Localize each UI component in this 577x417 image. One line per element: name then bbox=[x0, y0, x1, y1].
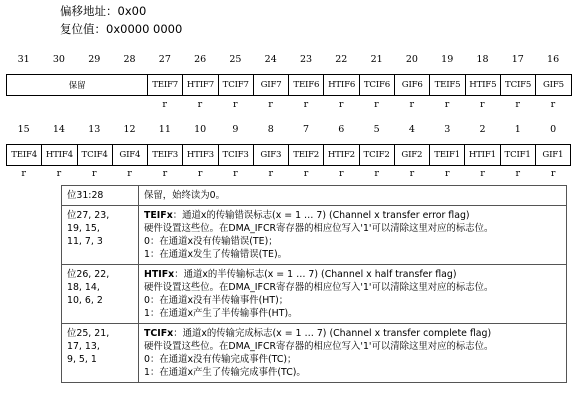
bit-position bbox=[62, 186, 139, 206]
bit-field: TEIF5 bbox=[430, 75, 465, 96]
upper-register-row bbox=[6, 74, 572, 96]
access-flag: r bbox=[21, 168, 26, 179]
description-line: 0：在通道x没有传输完成事件(TC)； bbox=[144, 354, 297, 365]
access-flag: r bbox=[409, 168, 415, 179]
description-row bbox=[62, 265, 567, 324]
bit-number: 11 bbox=[158, 124, 171, 135]
access-flag: r bbox=[91, 168, 97, 179]
bit-field: TCIF4 bbox=[77, 145, 112, 166]
bit-field: TEIF1 bbox=[430, 145, 465, 166]
bit-description-table bbox=[61, 185, 567, 383]
description-row bbox=[62, 324, 567, 383]
bit-number: 4 bbox=[408, 124, 415, 135]
access-flag: r bbox=[409, 99, 414, 110]
description-title: ：通道x的半传输标志(x = 1 … 7) (Channel x half transfer flag) bbox=[174, 269, 457, 280]
description-line: 硬件设置这些位。在DMA_IFCR寄存器的相应位写入'1'可以清除这里对应的标志位。 bbox=[144, 341, 494, 352]
access-flag: r bbox=[232, 99, 238, 110]
access-flag: r bbox=[127, 168, 132, 179]
access-flag: r bbox=[480, 168, 485, 179]
bit-number: 28 bbox=[123, 54, 136, 65]
description-line: 1：在通道x发生了传输错误(TE)。 bbox=[144, 249, 287, 260]
upper-access-row bbox=[147, 99, 571, 110]
access-flag: r bbox=[338, 99, 344, 110]
bit-field: TEIF2 bbox=[289, 145, 324, 166]
lower-access-row bbox=[6, 168, 571, 179]
position-line: 17, 13, bbox=[67, 341, 100, 352]
access-flag: r bbox=[162, 99, 167, 110]
description-title: ：通道x的传输完成标志(x = 1 … 7) (Channel x transfer complete flag) bbox=[173, 328, 492, 339]
access-flag: r bbox=[444, 99, 450, 110]
bit-field: GIF2 bbox=[394, 145, 429, 166]
description-title: ：通道x的传输错误标志(x = 1 … 7) (Channel x transfer error flag) bbox=[172, 210, 470, 221]
position-line: 19, 15, bbox=[67, 223, 100, 234]
bit-description bbox=[139, 324, 567, 383]
description-row bbox=[62, 186, 567, 206]
bit-number: 9 bbox=[232, 124, 239, 135]
bit-field: GIF7 bbox=[253, 75, 288, 96]
access-flag: r bbox=[339, 168, 344, 179]
bit-number: 21 bbox=[370, 54, 383, 65]
lower-bit-numbers bbox=[6, 124, 571, 135]
bit-position bbox=[62, 265, 139, 324]
bit-number: 8 bbox=[267, 124, 274, 135]
reset-value: 复位值：0x0000 0000 bbox=[60, 22, 183, 36]
bit-number: 29 bbox=[88, 54, 101, 65]
bit-number: 24 bbox=[264, 54, 277, 65]
bit-position bbox=[62, 324, 139, 383]
bit-field: TCIF1 bbox=[500, 145, 535, 166]
bit-field: GIF6 bbox=[395, 75, 430, 96]
bit-number: 25 bbox=[229, 54, 242, 65]
bit-field: TCIF6 bbox=[359, 75, 394, 96]
bit-number: 12 bbox=[123, 124, 136, 135]
bit-field: GIF4 bbox=[112, 145, 147, 166]
bit-number: 5 bbox=[373, 124, 380, 135]
bit-field: TEIF4 bbox=[7, 145, 42, 166]
bit-number: 26 bbox=[194, 54, 207, 65]
description-line: 硬件设置这些位。在DMA_IFCR寄存器的相应位写入'1'可以清除这里对应的标志位。 bbox=[144, 282, 494, 293]
bit-number: 1 bbox=[514, 124, 521, 135]
bit-field: TCIF7 bbox=[218, 75, 253, 96]
access-flag: r bbox=[303, 99, 309, 110]
position-line: 11, 7, 3 bbox=[67, 236, 103, 247]
bit-field: HTIF7 bbox=[183, 75, 218, 96]
field-name: TEIFx bbox=[144, 210, 173, 221]
bit-number: 31 bbox=[17, 54, 30, 65]
bit-field: TCIF2 bbox=[359, 145, 394, 166]
bit-field: TCIF3 bbox=[218, 145, 253, 166]
bit-number: 3 bbox=[444, 124, 451, 135]
access-flag: r bbox=[480, 99, 485, 110]
field-name: HTIFx bbox=[144, 269, 175, 280]
access-flag: r bbox=[56, 168, 62, 179]
bit-description bbox=[139, 186, 567, 206]
description-line: 1：在通道x产生了半传输事件(HT)。 bbox=[144, 308, 298, 319]
bit-field: TCIF5 bbox=[500, 75, 535, 96]
bit-field: HTIF4 bbox=[42, 145, 77, 166]
bit-field: GIF5 bbox=[536, 75, 571, 96]
offset-address: 偏移地址：0x00 bbox=[60, 4, 147, 18]
access-flag: r bbox=[550, 99, 556, 110]
description-line: 硬件设置这些位。在DMA_IFCR寄存器的相应位写入'1'可以清除这里对应的标志位。 bbox=[144, 223, 494, 234]
description-line: 1：在通道x产生了传输完成事件(TC)。 bbox=[144, 367, 306, 378]
bit-position bbox=[62, 206, 139, 265]
bit-field: HTIF1 bbox=[465, 145, 500, 166]
bit-number: 19 bbox=[441, 54, 454, 65]
bit-number: 15 bbox=[17, 124, 30, 135]
description-line: 0：在通道x没有半传输事件(HT)； bbox=[144, 295, 289, 306]
position-line: 位25, 21, bbox=[67, 328, 110, 339]
reserved-field: 保留 bbox=[7, 75, 148, 96]
bit-field: GIF3 bbox=[253, 145, 288, 166]
access-flag: r bbox=[374, 99, 379, 110]
access-flag: r bbox=[515, 99, 520, 110]
bit-field: HTIF3 bbox=[183, 145, 218, 166]
position-line: 18, 14, bbox=[67, 282, 100, 293]
upper-bit-numbers bbox=[6, 54, 571, 65]
bit-number: 27 bbox=[158, 54, 171, 65]
position-line: 9, 5, 1 bbox=[67, 354, 97, 365]
access-flag: r bbox=[374, 168, 379, 179]
bit-number: 17 bbox=[511, 54, 524, 65]
bit-number: 16 bbox=[547, 54, 560, 65]
bit-number: 23 bbox=[299, 54, 313, 65]
bit-number: 10 bbox=[194, 124, 207, 135]
bit-field: TEIF7 bbox=[148, 75, 183, 96]
bit-field: TEIF6 bbox=[289, 75, 324, 96]
access-flag: r bbox=[197, 99, 203, 110]
bit-field: GIF1 bbox=[535, 145, 570, 166]
bit-number: 7 bbox=[303, 124, 310, 135]
bit-number: 6 bbox=[338, 124, 345, 135]
bit-field: TEIF3 bbox=[148, 145, 183, 166]
description-line: 0：在通道x没有传输错误(TE)； bbox=[144, 236, 278, 247]
lower-register-row bbox=[6, 144, 571, 166]
bit-number: 14 bbox=[52, 124, 65, 135]
access-flag: r bbox=[197, 168, 203, 179]
access-flag: r bbox=[268, 99, 273, 110]
access-flag: r bbox=[233, 168, 238, 179]
bit-description bbox=[139, 265, 567, 324]
access-flag: r bbox=[444, 168, 450, 179]
position-line: 位26, 22, bbox=[67, 269, 110, 280]
description-row bbox=[62, 206, 567, 265]
bit-field: HTIF5 bbox=[465, 75, 500, 96]
bit-field: HTIF2 bbox=[324, 145, 359, 166]
bit-number: 22 bbox=[335, 54, 348, 65]
access-flag: r bbox=[303, 168, 309, 179]
bit-description bbox=[139, 206, 567, 265]
bit-number: 20 bbox=[405, 54, 418, 65]
description-title: 保留，始终读为0。 bbox=[144, 190, 225, 201]
access-flag: r bbox=[162, 168, 168, 179]
field-name: TCIFx bbox=[144, 328, 174, 339]
bit-number: 0 bbox=[550, 124, 557, 135]
bit-number: 30 bbox=[52, 54, 65, 65]
access-flag: r bbox=[550, 168, 556, 179]
position-line: 10, 6, 2 bbox=[67, 295, 103, 306]
position-line: 位31:28 bbox=[67, 190, 104, 201]
access-flag: r bbox=[515, 168, 521, 179]
access-flag: r bbox=[268, 168, 273, 179]
bit-number: 13 bbox=[88, 124, 101, 135]
bit-number: 18 bbox=[476, 54, 489, 65]
bit-number: 2 bbox=[479, 124, 486, 135]
bit-field: HTIF6 bbox=[324, 75, 359, 96]
position-line: 位27, 23, bbox=[67, 210, 110, 221]
